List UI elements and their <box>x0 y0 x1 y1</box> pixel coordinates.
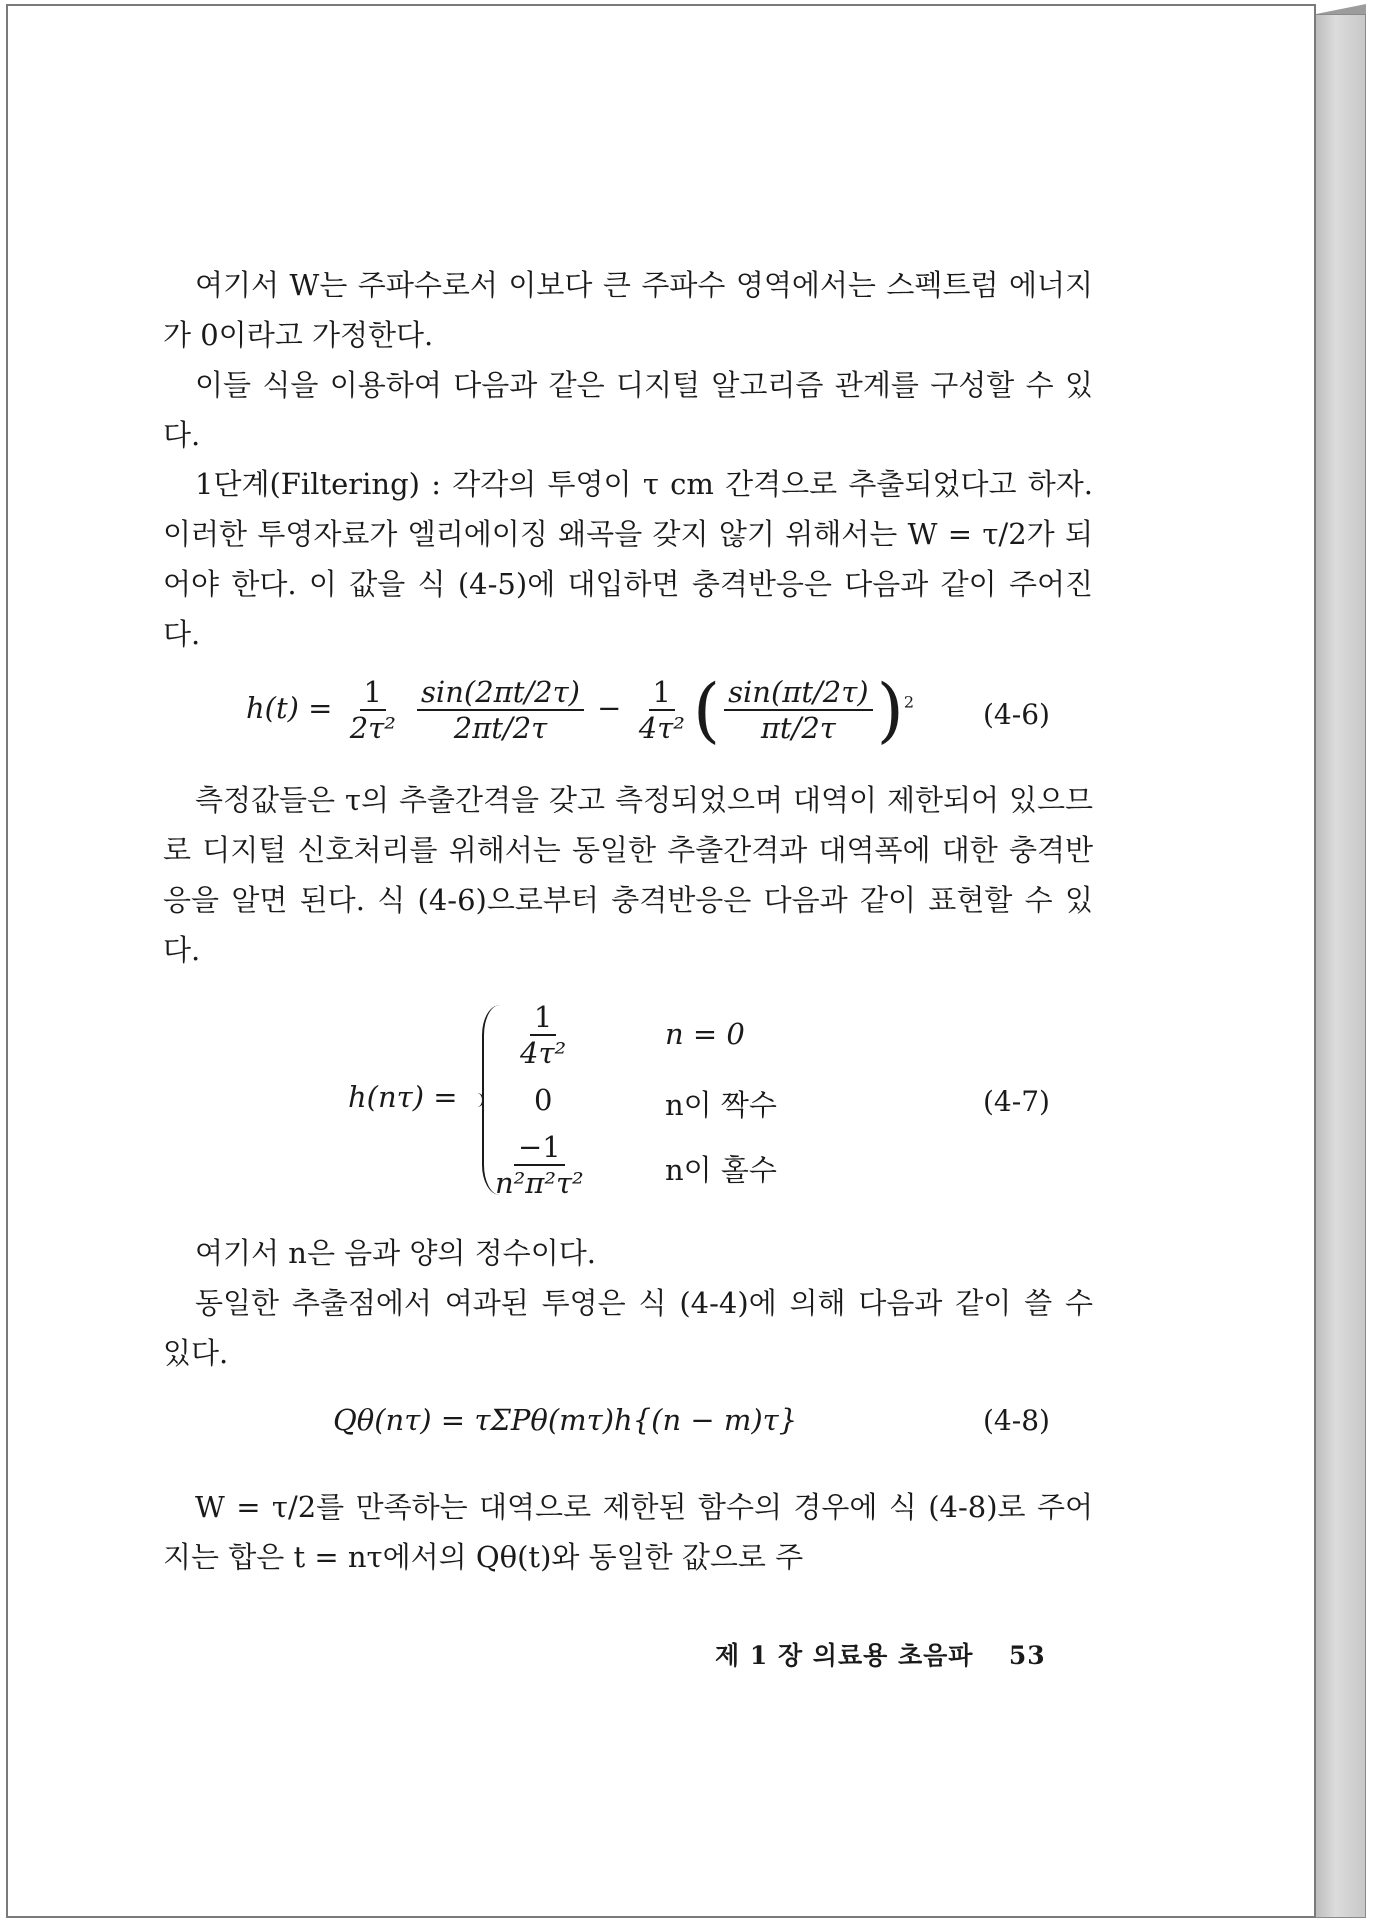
equation-4-8: Qθ(nτ) = τΣPθ(mτ)h{(n − m)τ} <box>333 1403 798 1437</box>
case-1-condition: n = 0 <box>665 1017 745 1051</box>
equation-4-7-lhs: h(nτ) = <box>348 1080 458 1114</box>
paragraph-1: 여기서 W는 주파수로서 이보다 큰 주파수 영역에서는 스펙트럼 에너지가 0이라고 가정한다. <box>163 268 1093 352</box>
equation-number-4-6: (4-6) <box>983 698 1050 731</box>
paragraph-6: 동일한 추출점에서 여과된 투영은 식 (4-4)에 의해 다음과 같이 쓸 수 있다. <box>163 1286 1093 1370</box>
case-3-value: $\frac{-1}{\text{n²π²τ²}}$ <box>495 1130 584 1200</box>
page-footer <box>715 1636 1046 1672</box>
paragraph-3: 1단계(Filtering) : 각각의 투영이 τ cm 간격으로 추출되었다고 하자. 이러한 투영자료가 엘리에이징 왜곡을 갖지 않기 위해서는 W = τ/2가 되어야 한다. 이 값을 식 (4-5)에 대입하면 충격반응은 다음과 같이 주어진다. <box>163 467 1093 651</box>
chapter-title: 제 1 장 의료용 초음파 <box>715 1641 974 1670</box>
paragraph-5: 여기서 n은 음과 양의 정수이다. <box>195 1236 596 1270</box>
page-edge-top <box>1316 4 1366 14</box>
equation-4-6: h(t) = $\frac{1}{\text{2τ²}}$ $\frac{\sin(2\pi t/2\tau)}{2\pi t/2\tau}$ − $\frac{1}{\text{4τ²}}$ ( $\frac{\sin(\pi t/2\tau)}{\pi t/2\tau}$ )$^2$ <box>246 669 915 751</box>
case-2-condition: n이 짝수 <box>665 1088 777 1122</box>
case-brace-point <box>470 1093 484 1107</box>
case-3-condition: n이 홀수 <box>665 1153 777 1187</box>
page-number: 53 <box>1008 1641 1046 1670</box>
paragraph-2: 이들 식을 이용하여 다음과 같은 디지털 알고리즘 관계를 구성할 수 있다. <box>163 368 1093 452</box>
equation-number-4-8: (4-8) <box>983 1404 1050 1437</box>
equation-number-4-7: (4-7) <box>983 1085 1050 1118</box>
paragraph-7: W = τ/2를 만족하는 대역으로 제한된 함수의 경우에 식 (4-8)로 주어지는 합은 t = nτ에서의 Qθ(t)와 동일한 값으로 주 <box>163 1490 1093 1574</box>
page-edge <box>1316 14 1366 1918</box>
case-2-value: 0 <box>534 1083 553 1117</box>
case-1-value: $\frac{1}{\text{4τ²}}$ <box>520 1000 567 1070</box>
paragraph-4: 측정값들은 τ의 추출간격을 갖고 측정되었으며 대역이 제한되어 있으므로 디지털 신호처리를 위해서는 동일한 추출간격과 대역폭에 대한 충격반응을 알면 된다. 식 (4-6)으로부터 충격반응은 다음과 같이 표현할 수 있다. <box>163 783 1093 967</box>
